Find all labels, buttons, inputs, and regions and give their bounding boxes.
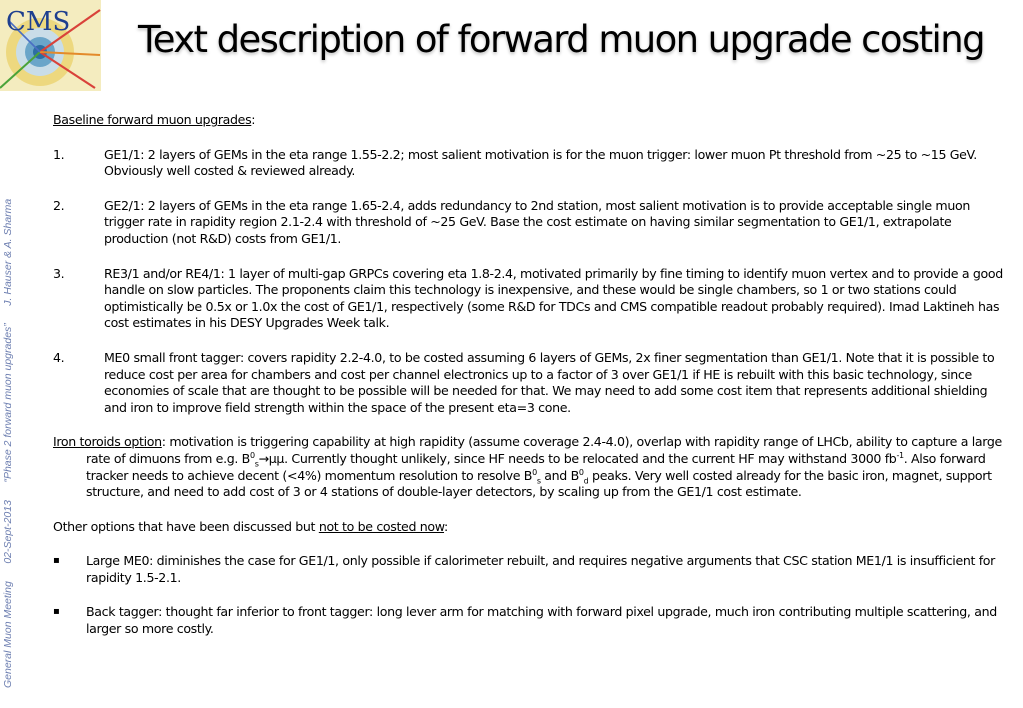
cms-logo-graphic xyxy=(0,0,101,91)
list-item-text: ME0 small front tagger: covers rapidity 2.2-4.0, to be costed assuming 6 layers of GEMs, 2x finer segmentation than GE1/1. Note that it is possible to reduce cost per area for chambers and cost per channel electronics up to a factor of 3 over GE1/1 if HE is rebuilt with this basic technology, since economies of scale that are thought to be possible will be needed for that. We may need to add some cost item that represents additional shielding and iron to improve field strength within the space of the present eta=3 cone. xyxy=(104,349,995,415)
cms-logo xyxy=(0,0,101,91)
other-options-emphasis: not to be costed now xyxy=(318,518,445,534)
sidebar-footer xyxy=(0,88,18,708)
baseline-colon: : xyxy=(251,112,256,127)
iron-toroids-heading: Iron toroids option xyxy=(53,434,162,450)
iron-sub-1: s xyxy=(254,459,259,469)
iron-text-4: and B xyxy=(540,467,579,483)
list-item xyxy=(53,198,1003,248)
iron-text-5: peaks. Very well costed already for the basic iron, magnet, support structure, and need to add cost of 3 or 4 stations of double-layer detectors, by scaling up from the GE1/1 cost estimate. xyxy=(86,467,992,500)
slide-body xyxy=(53,112,1003,656)
list-item xyxy=(53,350,1003,416)
bullet-text: Back tagger: thought far inferior to front tagger: long lever arm for matching with forward pixel upgrade, much iron contributing multiple scattering, and larger so more costly. xyxy=(86,604,997,637)
list-item-number: 4. xyxy=(53,349,65,365)
list-item-number: 3. xyxy=(53,265,65,281)
baseline-heading-line xyxy=(53,112,1003,129)
sidebar-footer-text: General Muon Meeting 02-Sept-2013 “Phase 2 forward muon upgrades” J. Hauser & A. Sharma xyxy=(2,198,14,688)
bullet-item xyxy=(53,604,1003,637)
bullet-icon: ▪ xyxy=(53,555,60,567)
list-item-text: RE3/1 and/or RE4/1: 1 layer of multi-gap GRPCs covering eta 1.8-2.4, motivated primarily by fine timing to identify muon vertex and to provide a good handle on slow particles. The proponents claim this technology is inexpensive, and these would be single chambers, so 1 or two stations could optimistically be 0.5x or 1.0x the cost of GE1/1, respectively (some R&D for TDCs and CMS compatible readout probably required). Imad Laktineh has cost estimates in his DESY Upgrades Week talk. xyxy=(104,265,1003,331)
iron-text-3: . Also forward tracker needs to achieve decent (<4%) momentum resolution to resolve B xyxy=(86,450,986,483)
list-item-number: 1. xyxy=(53,146,65,162)
iron-sup-3: 0 xyxy=(532,467,537,477)
logo-text: CMS xyxy=(6,7,71,37)
other-options-line xyxy=(53,519,1003,536)
list-item-text: GE1/1: 2 layers of GEMs in the eta range 1.55-2.2; most salient motivation is for the muon trigger: lower muon Pt threshold from ~25 to ~15 GeV. Obviously well costed & reviewed already. xyxy=(104,146,977,179)
bullet-item xyxy=(53,553,1003,586)
iron-sup-2: -1 xyxy=(896,450,904,460)
iron-sup-4: 0 xyxy=(578,467,584,477)
iron-text-2: →μμ. Currently thought unlikely, since HF needs to be relocated and the current HF may withstand 3000 fb xyxy=(258,450,897,466)
list-item xyxy=(53,266,1003,332)
list-item xyxy=(53,147,1003,180)
iron-sub-4: d xyxy=(583,476,589,486)
iron-sub-3: s xyxy=(536,476,541,486)
list-item-text: GE2/1: 2 layers of GEMs in the eta range 1.65-2.4, adds redundancy to 2nd station, most salient motivation is to provide acceptable single muon trigger rate in rapidity region 2.1-2.4 with threshold of ~25 GeV. Base the cost estimate on having similar segmentation to GE1/1, extrapolate production (not R&D) costs from GE1/1. xyxy=(104,197,970,246)
iron-text-1: : motivation is triggering capability at high rapidity (assume coverage 2.4-4.0), overlap with rapidity range of LHCb, ability to capture a large rate of dimuons from e.g. B xyxy=(86,434,1002,466)
slide-title: Text description of forward muon upgrade costing xyxy=(138,18,984,61)
baseline-heading: Baseline forward muon upgrades xyxy=(53,112,252,127)
iron-sup-1: 0 xyxy=(249,450,255,460)
iron-toroids-paragraph xyxy=(53,434,1003,500)
other-options-colon: : xyxy=(444,518,448,534)
list-item-number: 2. xyxy=(53,197,65,213)
other-options-text: Other options that have been discussed but xyxy=(53,518,319,534)
bullet-text: Large ME0: diminishes the case for GE1/1, only possible if calorimeter rebuilt, and requires negative arguments that CSC station ME1/1 is insufficient for rapidity 1.5-2.1. xyxy=(86,553,995,585)
bullet-icon: ▪ xyxy=(53,606,60,618)
